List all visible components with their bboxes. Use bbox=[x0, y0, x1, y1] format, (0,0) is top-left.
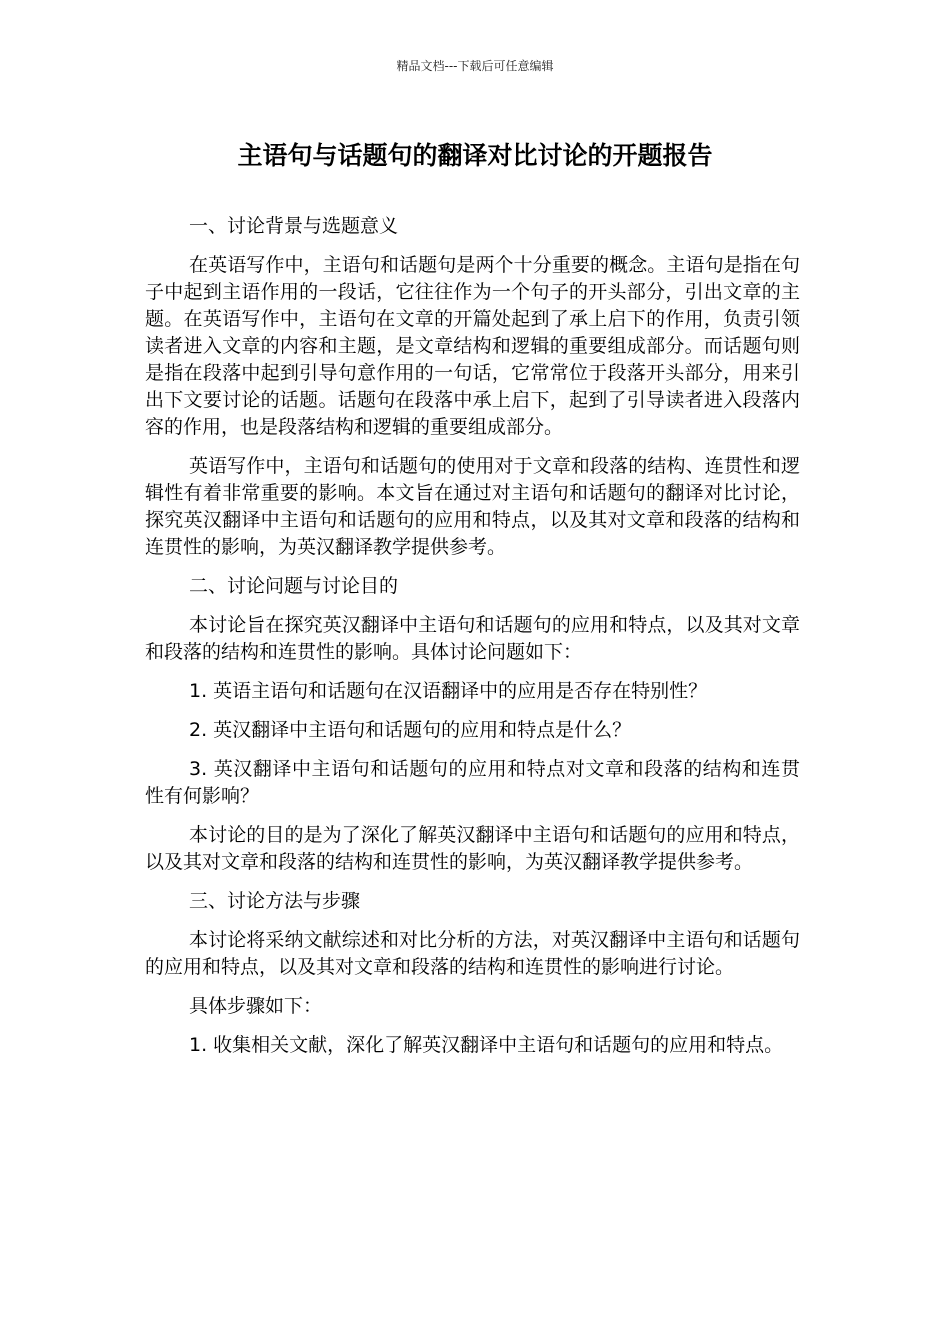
question-item-3: 3. 英汉翻译中主语句和话题句的应用和特点对文章和段落的结构和连贯性有何影响？ bbox=[145, 758, 800, 807]
paragraph-goal: 本讨论的目的是为了深化了解英汉翻译中主语句和话题句的应用和特点，以及其对文章和段落的结构和连贯性的影响，为英汉翻译教学提供参考。 bbox=[145, 824, 800, 873]
paragraph-questions-intro: 本讨论旨在探究英汉翻译中主语句和话题句的应用和特点，以及其对文章和段落的结构和连贯性的影响。具体讨论问题如下： bbox=[145, 614, 800, 663]
document-body bbox=[145, 213, 800, 1071]
document-title: 主语句与话题句的翻译对比讨论的开题报告 bbox=[237, 141, 713, 170]
paragraph-methods: 本讨论将采纳文献综述和对比分析的方法，对英汉翻译中主语句和话题句的应用和特点，以及其对文章和段落的结构和连贯性的影响进行讨论。 bbox=[145, 929, 800, 978]
question-item-1: 1. 英语主语句和话题句在汉语翻译中的应用是否存在特别性？ bbox=[189, 680, 708, 702]
paragraph-background: 在英语写作中，主语句和话题句是两个十分重要的概念。主语句是指在句子中起到主语作用的一段话，它往往作为一个句子的开头部分，引出文章的主题。在英语写作中，主语句在文章的开篇处起到了承上启下的作用，负责引领读者进入文章的内容和主题，是文章结构和逻辑的重要组成部分。而话题句则是指在段落中起到引导句意作用的一句话，它常常位于段落开头部分，用来引出下文要讨论的话题。话题句在段落中承上启下，起到了引导读者进入段落内容的作用，也是段落结构和逻辑的重要组成部分。 bbox=[145, 254, 800, 438]
section-heading-questions: 二、讨论问题与讨论目的 bbox=[189, 575, 399, 597]
paragraph-purpose: 英语写作中，主语句和话题句的使用对于文章和段落的结构、连贯性和逻辑性有着非常重要的影响。本文旨在通过对主语句和话题句的翻译对比讨论，探究英汉翻译中主语句和话题句的应用和特点，以及其对文章和段落的结构和连贯性的影响，为英汉翻译教学提供参考。 bbox=[145, 455, 800, 558]
header-note: 精品文档---下载后可任意编辑 bbox=[396, 59, 554, 73]
section-heading-methods: 三、讨论方法与步骤 bbox=[189, 890, 361, 912]
paragraph-steps-intro: 具体步骤如下： bbox=[189, 995, 323, 1017]
step-item-1: 1. 收集相关文献，深化了解英汉翻译中主语句和话题句的应用和特点。 bbox=[189, 1034, 784, 1056]
section-heading-background: 一、讨论背景与选题意义 bbox=[189, 215, 399, 237]
question-item-2: 2. 英汉翻译中主语句和话题句的应用和特点是什么？ bbox=[189, 719, 632, 741]
